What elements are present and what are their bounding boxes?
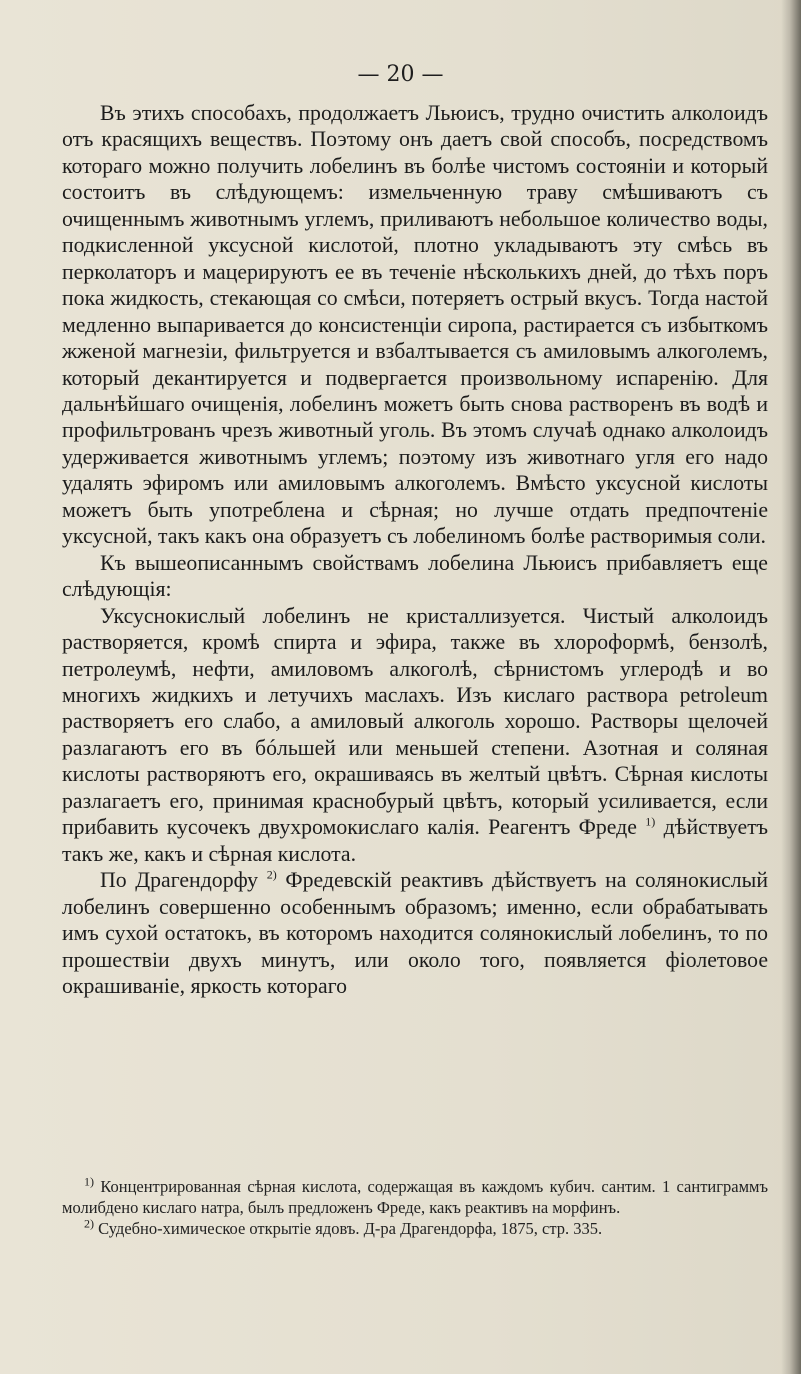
paragraph-3 bbox=[62, 603, 768, 868]
footnote-ref-2: 2) bbox=[266, 867, 277, 882]
footnote-1-text: Концентрированная сѣрная кислота, содержащая въ каждомъ кубич. сантим. 1 сантиграммъ молибдено кислаго натра, былъ предложенъ Фреде, какъ реактивъ на морфинъ. bbox=[62, 1177, 768, 1217]
footnotes bbox=[62, 1176, 768, 1239]
paragraph-1: Въ этихъ способахъ, продолжаетъ Льюисъ, трудно очистить алколоидъ отъ красящихъ веществъ. Поэтому онъ даетъ свой способъ, посредствомъ котораго можно получить лобелинъ въ болѣе чистомъ состояніи и который состоитъ въ слѣдующемъ: измельченную траву смѣшиваютъ съ очищеннымъ животнымъ углемъ, приливаютъ небольшое количество воды, подкисленной уксусной кислотой, плотно укладываютъ эту смѣсь въ перколаторъ и мацерируютъ ее въ теченіе нѣсколькихъ дней, до тѣхъ поръ пока жидкость, стекающая со смѣси, потеряетъ острый вкусъ. Тогда настой медленно выпаривается до консистенціи сиропа, растирается съ избыткомъ жженой магнезіи, фильтруется и взбалтывается съ амиловымъ алкоголемъ, который декантируется и подвергается произвольному испаренію. Для дальнѣйшаго очищенія, лобелинъ можетъ быть снова растворенъ въ водѣ и профильтрованъ чрезъ животный уголь. Въ этомъ случаѣ однако алколоидъ удерживается животнымъ углемъ; поэтому изъ животнаго угля его надо удалять эфиромъ или амиловымъ алкоголемъ. Вмѣсто уксусной кислоты можетъ быть употреблена и сѣрная; но лучше отдать предпочтеніе уксусной, такъ какъ она образуетъ съ лобелиномъ болѣе растворимыя соли. bbox=[62, 101, 768, 549]
paragraph-3-text-end: дѣйствуетъ такъ же, какъ и сѣрная кислота. bbox=[62, 815, 768, 866]
footnote-2 bbox=[62, 1218, 768, 1239]
main-text bbox=[62, 100, 768, 999]
footnote-1-mark: 1) bbox=[84, 1174, 94, 1189]
footnote-2-text: Судебно-химическое открытіе ядовъ. Д-ра Драгендорфа, 1875, стр. 335. bbox=[98, 1219, 603, 1238]
footnote-ref-1: 1) bbox=[645, 814, 656, 829]
paragraph-2: Къ вышеописаннымъ свойствамъ лобелина Льюисъ прибавляетъ еще слѣдующія: bbox=[62, 550, 768, 602]
page-edge-shadow bbox=[781, 0, 801, 1374]
paragraph-4-text: По Драгендорфу bbox=[100, 868, 259, 893]
paragraph-4 bbox=[62, 867, 768, 999]
footnote-2-mark: 2) bbox=[84, 1216, 94, 1231]
paragraph-4-text-end: Фредевскій реактивъ дѣйствуетъ на солянокислый лобелинъ совершенно особеннымъ образомъ; именно, если обрабатывать имъ сухой остатокъ, въ которомъ находится солянокислый лобелинъ, то по прошествіи двухъ минутъ, или около того, появляется фіолетовое окрашиваніе, яркость котораго bbox=[62, 868, 768, 998]
footnote-1 bbox=[62, 1176, 768, 1218]
paragraph-3-text: Уксуснокислый лобелинъ не кристаллизуется. Чистый алколоидъ растворяется, кромѣ спирта и эфира, также въ хлороформѣ, бензолѣ, петролеумѣ, нефти, амиловомъ алкоголѣ, сѣрнистомъ углеродѣ и во многихъ жидкихъ и летучихъ маслахъ. Изъ кислаго раствора petroleum растворяетъ его слабо, а амиловый алкоголь хорошо. Растворы щелочей разлагаютъ его въ бóльшей или меньшей степени. Азотная и соляная кислоты растворяютъ его, окрашиваясь въ желтый цвѣтъ. Сѣрная кислоты разлагаетъ его, принимая краснобурый цвѣтъ, который усиливается, если прибавить кусочекъ двухромокислаго калія. Реагентъ Фреде bbox=[62, 603, 768, 840]
page-number: — 20 — bbox=[357, 62, 444, 87]
